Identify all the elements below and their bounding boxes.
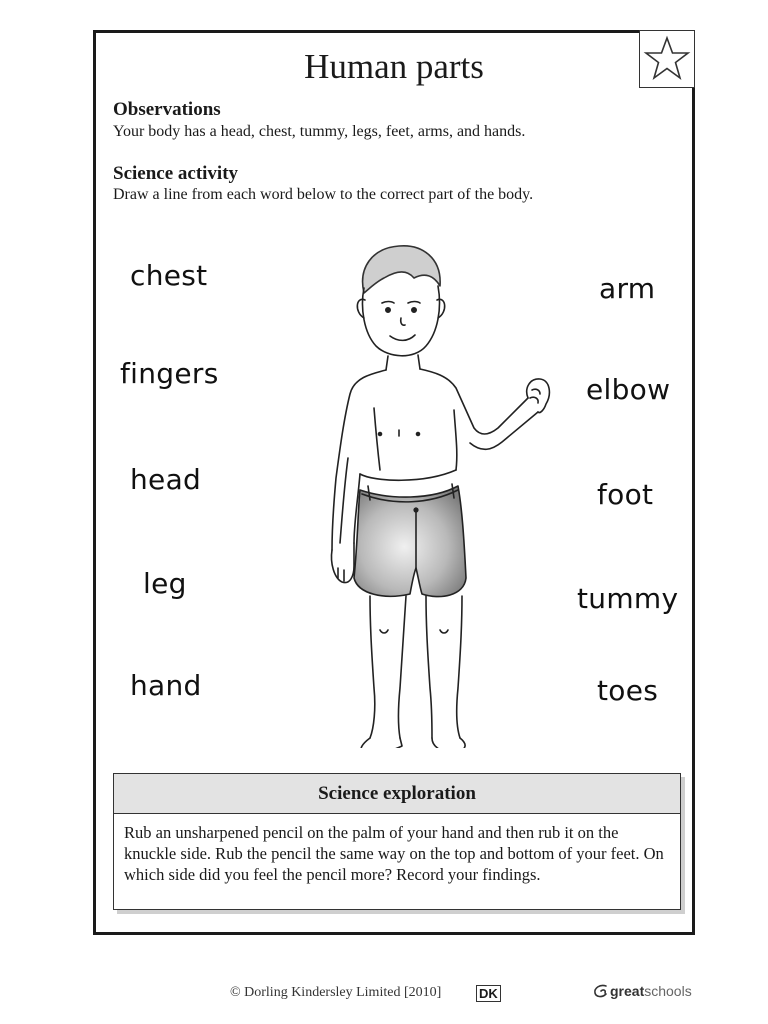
greatschools-swirl-icon: [592, 983, 610, 999]
observations-heading: Observations: [113, 99, 221, 120]
greatschools-logo: [592, 983, 692, 999]
word-chest: chest: [130, 259, 208, 292]
word-arm: arm: [599, 272, 656, 305]
word-tummy: tummy: [577, 582, 679, 615]
word-head: head: [130, 463, 202, 496]
word-foot: foot: [597, 478, 654, 511]
activity-text: Draw a line from each word below to the correct part of the body.: [113, 186, 534, 203]
word-leg: leg: [143, 567, 187, 600]
word-toes: toes: [597, 674, 659, 707]
worksheet: [93, 30, 695, 935]
child-figure-illustration: [314, 238, 564, 748]
exploration-text: Rub an unsharpened pencil on the palm of your hand and then rub it on the knuckle side. Rub the pencil the same way on the top and bottom of your feet. On which side did you feel the pencil more? Record your findings.: [124, 823, 664, 884]
activity-heading: Science activity: [113, 163, 239, 184]
dk-logo: DK: [476, 985, 501, 1002]
brand-part1: great: [610, 983, 645, 999]
footer: [0, 985, 768, 1009]
word-fingers: fingers: [120, 357, 219, 390]
word-hand: hand: [130, 669, 202, 702]
page-title: Human parts: [304, 47, 484, 86]
word-elbow: elbow: [586, 373, 671, 406]
exploration-heading: Science exploration: [114, 774, 680, 814]
science-exploration-box: [113, 773, 681, 910]
copyright-text: © Dorling Kindersley Limited [2010]: [230, 985, 442, 1000]
observations-text: Your body has a head, chest, tummy, legs, feet, arms, and hands.: [113, 123, 526, 140]
brand-part2: schools: [644, 983, 692, 999]
